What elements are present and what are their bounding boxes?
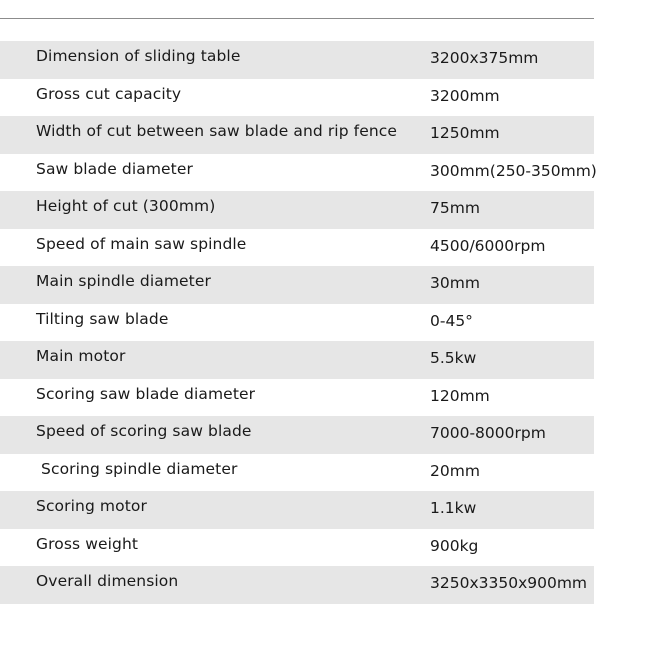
spec-value: 0-45° — [430, 311, 473, 330]
spec-value: 4500/6000rpm — [430, 236, 546, 255]
spec-label: Gross cut capacity — [36, 84, 182, 103]
spec-value: 3200x375mm — [430, 49, 539, 67]
spec-label: Speed of scoring saw blade — [36, 422, 252, 440]
spec-label: Main motor — [36, 347, 126, 365]
spec-value: 1.1kw — [430, 499, 477, 517]
spec-label: Saw blade diameter — [36, 159, 193, 178]
spec-label: Tilting saw blade — [36, 309, 169, 328]
spec-row-height-of-cut — [0, 191, 594, 229]
spec-label: Width of cut between saw blade and rip fence — [36, 122, 398, 140]
spec-row-width-of-cut — [0, 116, 594, 154]
spec-value: 120mm — [430, 386, 490, 405]
spec-row-main-spindle-diameter — [0, 266, 594, 304]
spec-row-tilting-saw-blade — [0, 304, 594, 342]
spec-label: Speed of main saw spindle — [36, 234, 247, 253]
top-divider — [0, 18, 594, 19]
spec-label: Scoring motor — [36, 497, 147, 515]
spec-row-sliding-table-dimension — [0, 41, 594, 79]
spec-row-saw-blade-diameter — [0, 154, 597, 192]
spec-value: 20mm — [430, 461, 480, 480]
spec-value: 75mm — [430, 199, 480, 217]
spec-label: Overall dimension — [36, 572, 179, 590]
spec-label: Scoring spindle diameter — [36, 459, 238, 478]
spec-label: Scoring saw blade diameter — [36, 384, 256, 403]
spec-value: 3250x3350x900mm — [430, 574, 588, 592]
spec-value: 900kg — [430, 536, 479, 555]
spec-value: 300mm(250-350mm) — [430, 161, 597, 180]
spec-table — [0, 41, 597, 604]
spec-label: Gross weight — [36, 534, 139, 553]
spec-row-gross-cut-capacity — [0, 79, 594, 117]
spec-value: 30mm — [430, 274, 480, 292]
spec-label: Height of cut (300mm) — [36, 197, 216, 215]
spec-label: Main spindle diameter — [36, 272, 211, 290]
spec-row-main-spindle-speed — [0, 229, 594, 267]
spec-row-overall-dimension — [0, 566, 594, 604]
spec-row-gross-weight — [0, 529, 594, 567]
spec-row-main-motor — [0, 341, 594, 379]
spec-value: 3200mm — [430, 86, 500, 105]
spec-value: 5.5kw — [430, 349, 477, 367]
spec-row-scoring-blade-speed — [0, 416, 594, 454]
spec-row-scoring-spindle-diameter — [0, 454, 594, 492]
spec-row-scoring-motor — [0, 491, 594, 529]
spec-value: 1250mm — [430, 124, 500, 142]
spec-value: 7000-8000rpm — [430, 424, 546, 442]
spec-row-scoring-blade-diameter — [0, 379, 594, 417]
spec-label: Dimension of sliding table — [36, 47, 241, 65]
